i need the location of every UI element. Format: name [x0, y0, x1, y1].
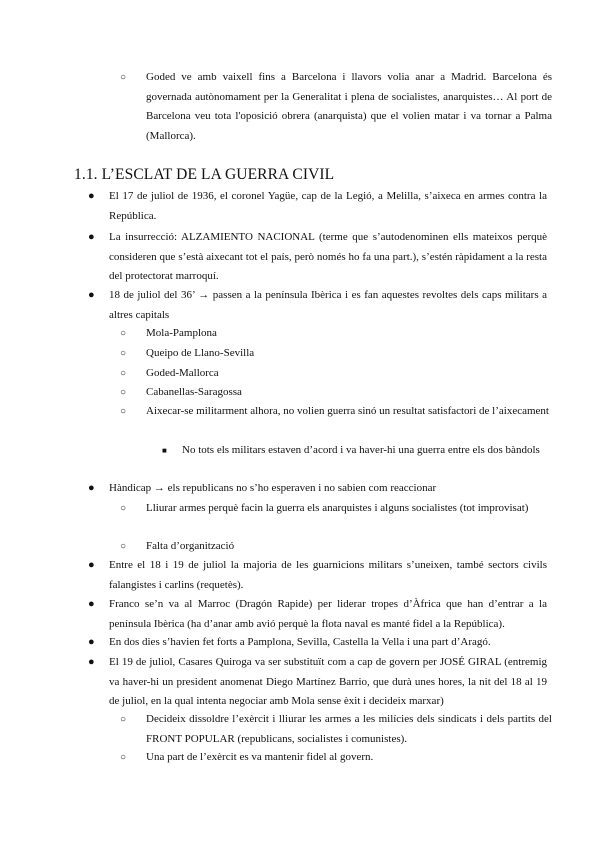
list-item-text: Decideix dissoldre l’exèrcit i lliurar les armes a les milícies dels sindicats i dels partits del FRONT POPULAR (republicans, socialistes i comunistes). — [146, 713, 552, 745]
list-item — [88, 595, 547, 634]
section-heading: 1.1. L’ESCLAT DE LA GUERRA CIVIL — [74, 166, 335, 183]
list-item-text: La insurrecció: ALZAMIENTO NACIONAL (terme que s’autodenominen ells mateixos perquè consideren que s’està aixecant tot el país, però només ho fa una part.), s’estén ràpidament a la resta del protectorat marroquí. — [109, 231, 547, 282]
hollow-circle-bullet-icon: ○ — [120, 503, 127, 514]
list-item — [88, 633, 547, 653]
hollow-circle-bullet-icon: ○ — [120, 348, 127, 359]
list-item-text: Goded ve amb vaixell fins a Barcelona i llavors volia anar a Madrid. Barcelona és governada autònomament per la Generalitat i plena de socialistes, anarquistes… Al port de Barcelona veu tota l'oposició obrera (anarquista) que el volien matar i va tornar a Palma (Mallorca). — [146, 71, 552, 142]
list-item — [88, 286, 547, 325]
list-item-text: Goded-Mallorca — [146, 367, 219, 379]
square-bullet-icon: ■ — [162, 446, 167, 455]
list-item — [120, 383, 552, 403]
filled-circle-bullet-icon: ● — [88, 289, 95, 301]
filled-circle-bullet-icon: ● — [88, 598, 95, 610]
list-item-text: Aixecar-se militarment alhora, no volien guerra sinó un resultat satisfactori de l’aixecament — [146, 405, 549, 417]
list-item — [120, 364, 552, 384]
list-item-text: Hàndicap → els republicans no s’ho esperaven i no sabien com reaccionar — [109, 482, 437, 494]
list-item — [120, 537, 552, 557]
list-item — [120, 748, 552, 768]
list-item-text: No tots els militars estaven d’acord i va haver-hi una guerra entre els dos bàndols — [182, 444, 540, 456]
list-item-text: Cabanellas-Saragossa — [146, 386, 242, 398]
list-item-text: 18 de juliol del 36’ → passen a la península Ibèrica i es fan aquestes revoltes dels caps militars a altres capitals — [109, 289, 547, 321]
list-item-text: Lliurar armes perquè facin la guerra els anarquistes i alguns socialistes (tot improvisat) — [146, 502, 529, 514]
list-item — [88, 556, 547, 595]
filled-circle-bullet-icon: ● — [88, 482, 95, 494]
list-item-text: Entre el 18 i 19 de juliol la majoria de les guarnicions militars s’uneixen, també sectors civils falangistes i carlins (requetès). — [109, 559, 547, 591]
list-item-text: Falta d’organització — [146, 540, 235, 552]
list-item — [120, 499, 552, 519]
list-item — [88, 653, 547, 712]
hollow-circle-bullet-icon: ○ — [120, 752, 127, 763]
list-item — [88, 228, 547, 287]
hollow-circle-bullet-icon: ○ — [120, 387, 127, 398]
list-item — [88, 479, 547, 499]
filled-circle-bullet-icon: ● — [88, 190, 95, 202]
list-item-text: Una part de l’exèrcit es va mantenir fidel al govern. — [146, 751, 374, 763]
filled-circle-bullet-icon: ● — [88, 231, 95, 243]
hollow-circle-bullet-icon: ○ — [120, 328, 127, 339]
hollow-circle-bullet-icon: ○ — [120, 72, 127, 83]
hollow-circle-bullet-icon: ○ — [120, 541, 127, 552]
list-item — [162, 441, 546, 461]
list-item-text: Queipo de Llano-Sevilla — [146, 347, 255, 359]
list-item-text: Mola-Pamplona — [146, 327, 217, 339]
list-item — [120, 68, 552, 146]
list-item-text: Franco se’n va al Marroc (Dragón Rapide) per liderar tropes d’Àfrica que han d’entrar a la península Ibèrica (ha d’anar amb avió perquè la flota naval es manté fidel a la República). — [109, 598, 547, 630]
hollow-circle-bullet-icon: ○ — [120, 714, 127, 725]
hollow-circle-bullet-icon: ○ — [120, 368, 127, 379]
filled-circle-bullet-icon: ● — [88, 656, 95, 668]
list-item — [120, 710, 552, 749]
list-item-text: El 17 de juliol de 1936, el coronel Yagüe, cap de la Legió, a Melilla, s’aixeca en armes contra la República. — [109, 190, 547, 222]
filled-circle-bullet-icon: ● — [88, 636, 95, 648]
list-item — [120, 402, 552, 422]
list-item — [88, 187, 547, 226]
filled-circle-bullet-icon: ● — [88, 559, 95, 571]
list-item-text: En dos dies s’havien fet forts a Pamplona, Sevilla, Castella la Vella i una part d’Aragó. — [109, 636, 491, 648]
hollow-circle-bullet-icon: ○ — [120, 406, 127, 417]
list-item — [120, 344, 552, 364]
list-item — [120, 324, 552, 344]
list-item-text: El 19 de juliol, Casares Quiroga va ser substituït com a cap de govern per JOSÉ GIRAL (entremig va haver-hi un president anomenat Diego Martínez Barrio, que durà unes hores, la nit del 18 al 19 de juliol, en la qual intenta negociar amb Mola sense èxit i decideix marxar) — [109, 656, 547, 707]
